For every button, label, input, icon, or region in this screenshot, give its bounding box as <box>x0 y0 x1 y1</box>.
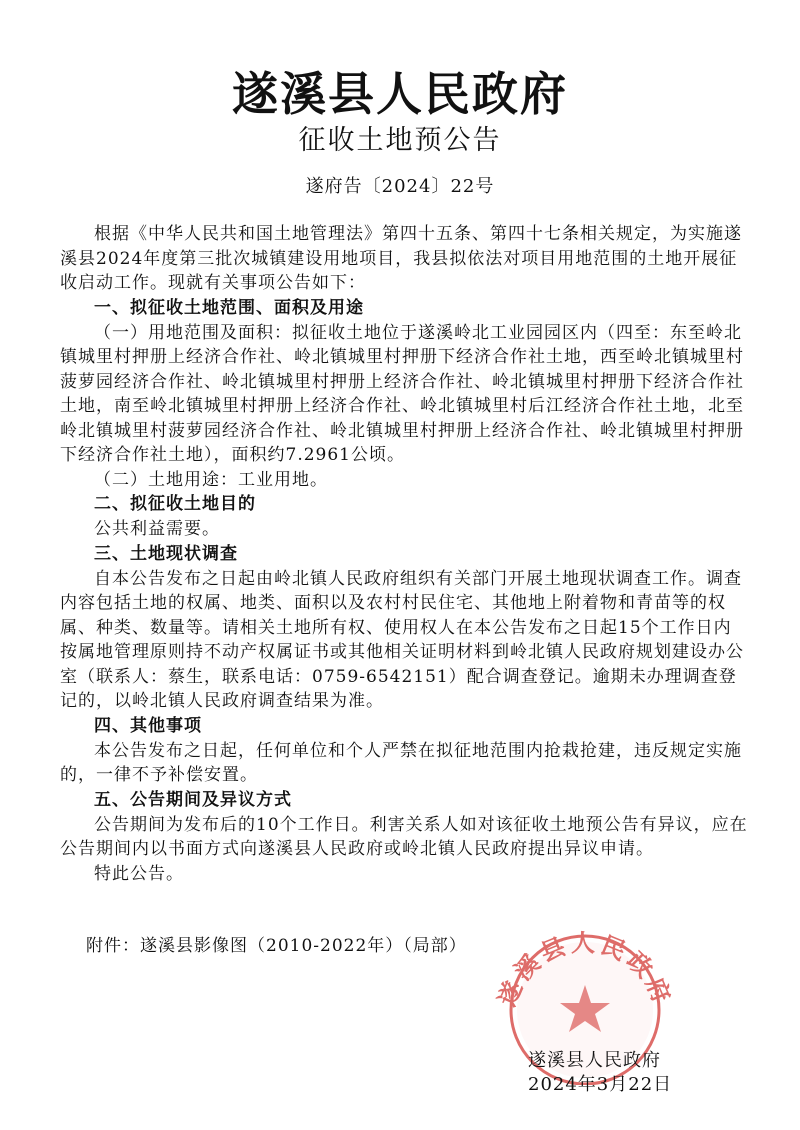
document-title: 遂溪县人民政府 <box>232 67 568 121</box>
section-paragraph: 公告期间为发布后的10个工作日。利害关系人如对该征收土地预公告有异议，应在公告期间内以书面方式向遂溪县人民政府或岭北镇人民政府提出异议申请。 <box>60 814 748 859</box>
section-paragraph: 自本公告发布之日起由岭北镇人民政府组织有关部门开展土地现状调查工作。调查内容包括土地的权属、地类、面积以及农村村民住宅、其他地上附着物和青苗等的权属、种类、数量等。请相关土地所有权、使用权人在本公告发布之日起15个工作日内按属地管理原则持不动产权属证书或其他相关证明材料到岭北镇人民政府规划建设办公室（联系人：蔡生，联系电话：0759-6542151）配合调查登记。逾期未办理调查登记的，以岭北镇人民政府调查结果为准。 <box>60 568 744 711</box>
signature-org: 遂溪县人民政府 <box>528 1050 661 1071</box>
document-subtitle: 征收土地预公告 <box>298 125 502 156</box>
section-heading-survey: 三、土地现状调查 <box>94 543 238 564</box>
section-paragraph: 本公告发布之日起，任何单位和个人严禁在拟征地范围内抢栽抢建，违反规定实施的，一律不予补偿安置。 <box>60 740 742 785</box>
seal-text: 遂溪县人民政府 <box>492 929 678 1011</box>
section-heading-other: 四、其他事项 <box>94 715 202 736</box>
document-body <box>60 222 748 886</box>
intro-paragraph: 根据《中华人民共和国土地管理法》第四十五条、第四十七条相关规定，为实施遂溪县2024年度第三批次城镇建设用地项目，我县拟依法对项目用地范围的土地开展征收启动工作。现就有关事项公告如下： <box>60 224 742 293</box>
section-paragraph: （二）土地用途：工业用地。 <box>94 469 328 490</box>
document-number: 遂府告〔2024〕22号 <box>305 176 495 197</box>
section-paragraph: 公共利益需要。 <box>94 519 220 539</box>
section-paragraph: （一）用地范围及面积：拟征收土地位于遂溪岭北工业园园区内（四至：东至岭北镇城里村押册上经济合作社、岭北镇城里村押册下经济合作社土地，西至岭北镇城里村菠萝园经济合作社、岭北镇城里村押册上经济合作社、岭北镇城里村押册下经济合作社土地，南至岭北镇城里村押册上经济合作社、岭北镇城里村后江经济合作社土地，北至岭北镇城里村菠萝园经济合作社、岭北镇城里村押册上经济合作社、岭北镇城里村押册下经济合作社土地），面积约7.2961公顷。 <box>60 322 744 465</box>
closing-paragraph: 特此公告。 <box>94 863 184 884</box>
section-heading-period: 五、公告期间及异议方式 <box>94 789 292 810</box>
attachment-line: 附件：遂溪县影像图（2010-2022年）（局部） <box>86 936 467 956</box>
signature-date: 2024年3月22日 <box>528 1074 673 1095</box>
section-heading-purpose: 二、拟征收土地目的 <box>94 494 256 514</box>
section-heading-scope: 一、拟征收土地范围、面积及用途 <box>94 297 364 318</box>
